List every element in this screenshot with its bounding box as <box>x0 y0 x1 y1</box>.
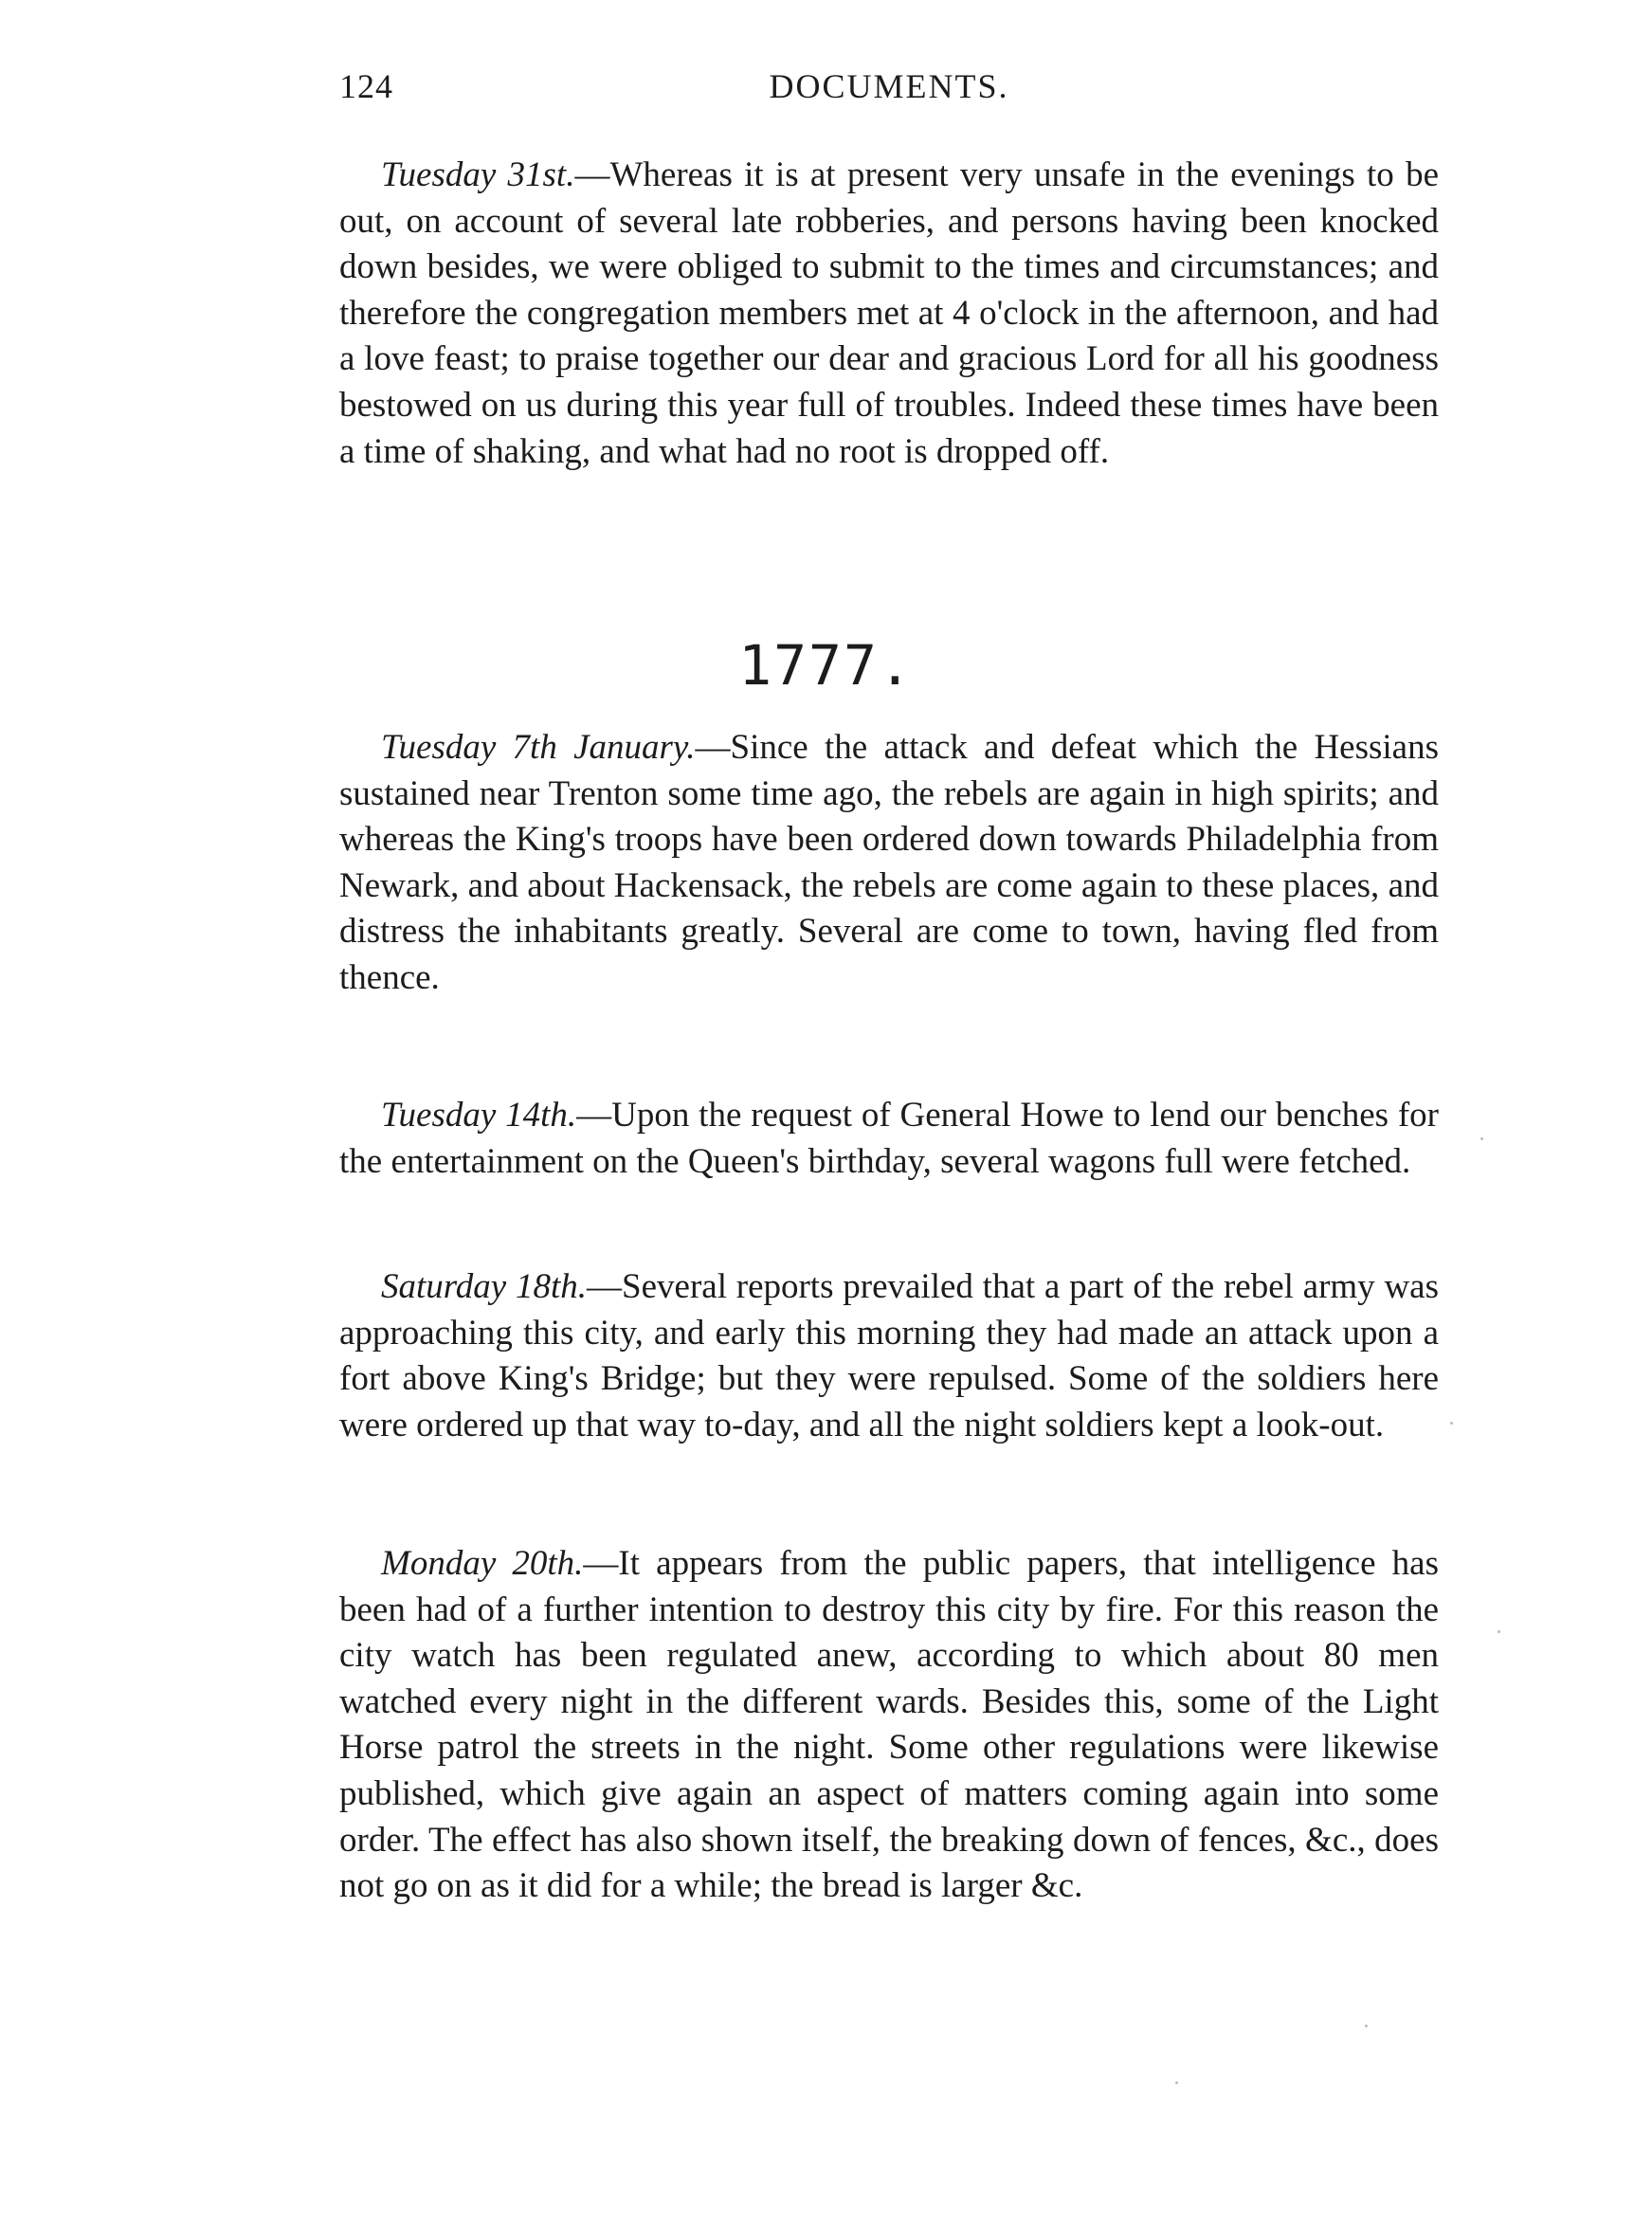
diary-entry <box>339 1093 1439 1185</box>
entry-date: Tuesday 14th. <box>381 1096 577 1135</box>
entry-text: —Since the attack and defeat which the Hessians sustained near Trenton some time ago, the rebels are again in high spirits; and whereas the King's troops have been ordered down towards Philadelphia from Newark, and about Hackensack, the rebels are come again to these places, and distress the inhabitants greatly. Several are come to town, having fled from thence. <box>339 728 1440 997</box>
entry-text: —Upon the request of General Howe to lend our benches for the entertainment on the Queen's birthday, several wagons full were fetched. <box>339 1096 1440 1181</box>
diary-entry <box>339 725 1439 1002</box>
running-head <box>339 66 1439 114</box>
paper-speck <box>1480 1137 1483 1140</box>
entry-text: —Whereas it is at present very unsafe in the evenings to be out, on account of several late robberies, and persons having been knocked down besides, we were obliged to submit to the times and circumstances; and therefore the congregation members met at 4 o'clock in the afternoon, and had a love feast; to praise together our dear and gracious Lord for all his goodness bestowed on us during this year full of troubles. Indeed these times have been a time of shaking, and what had no root is dropped off. <box>339 155 1439 471</box>
entry-date: Saturday 18th. <box>381 1267 588 1306</box>
paper-speck <box>1450 1422 1453 1425</box>
entry-date: Monday 20th. <box>381 1544 584 1583</box>
page-number: 124 <box>339 67 393 105</box>
entry-text: —Several reports prevailed that a part of the rebel army was approaching this city, and early this morning they had made an attack upon a fort above King's Bridge; but they were repulsed. Some of the soldiers here were ordered up that way to-day, and all the night soldiers kept a look-out. <box>339 1267 1439 1444</box>
year-heading: 1777. <box>738 633 914 698</box>
paper-speck <box>1498 1630 1500 1633</box>
diary-entry <box>339 153 1439 475</box>
diary-entry <box>339 1264 1439 1448</box>
paper-speck <box>1175 2081 1178 2084</box>
entry-date: Tuesday 31st. <box>381 155 575 194</box>
diary-entry <box>339 1541 1439 1910</box>
page-header-title: DOCUMENTS. <box>769 67 1009 105</box>
entry-text: —It appears from the public papers, that intelligence has been had of a further intention to destroy this city by fire. For this reason the city watch has been regulated anew, according to which about 80 men watched every night in the different wards. Besides this, some of the Light Horse patrol the streets in the night. Some other regulations were likewise published, which give again an aspect of matters coming again into some order. The effect has also shown itself, the breaking down of fences, &c., does not go on as it did for a while; the bread is larger &c. <box>339 1544 1439 1906</box>
paper-speck <box>1365 2025 1368 2027</box>
entry-date: Tuesday 7th January. <box>381 728 696 767</box>
